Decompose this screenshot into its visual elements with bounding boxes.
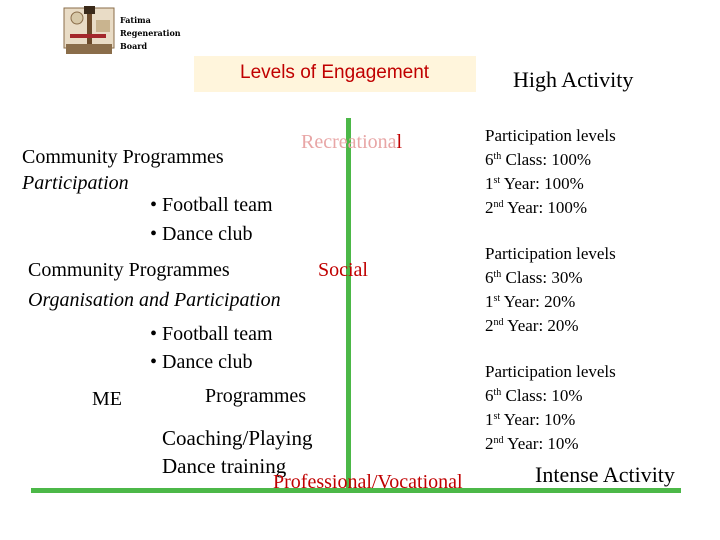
- level-recreational: [301, 131, 402, 154]
- participation-row: 1st Year: 100%: [485, 174, 584, 193]
- page-title: Levels of Engagement: [240, 62, 430, 83]
- vertical-axis: [346, 118, 351, 492]
- participation-heading: Participation levels: [485, 244, 616, 263]
- logo-icon: [62, 2, 116, 58]
- participation-row: 2nd Year: 10%: [485, 434, 579, 453]
- professional-item: Coaching/Playing: [162, 426, 313, 450]
- recreational-heading: Community Programmes: [22, 146, 224, 168]
- participation-row: 1st Year: 20%: [485, 292, 576, 311]
- logo-line: Regeneration: [120, 28, 181, 38]
- social-item: • Football team: [150, 323, 273, 345]
- participation-row: 1st Year: 10%: [485, 410, 576, 429]
- high-activity-label: High Activity: [513, 67, 634, 92]
- social-item: • Dance club: [150, 351, 253, 373]
- level-social: Social: [318, 259, 368, 281]
- participation-row: 6th Class: 10%: [485, 386, 583, 405]
- me-label: ME: [92, 388, 122, 410]
- level-recreational-main: Recreationa: [301, 131, 397, 153]
- social-heading: Community Programmes: [28, 259, 230, 281]
- recreational-subheading: Participation: [22, 172, 129, 194]
- recreational-item: • Football team: [150, 194, 273, 216]
- logo-text: [120, 14, 181, 53]
- participation-recreational: [485, 124, 616, 220]
- participation-professional: [485, 360, 616, 456]
- professional-item: Dance training: [162, 454, 287, 478]
- level-professional: Professional/Vocational: [273, 471, 463, 493]
- participation-heading: Participation levels: [485, 126, 616, 145]
- participation-row: 2nd Year: 100%: [485, 198, 588, 217]
- participation-row: 6th Class: 100%: [485, 150, 592, 169]
- logo-line: Fatima: [120, 15, 151, 25]
- participation-row: 2nd Year: 20%: [485, 316, 579, 335]
- participation-heading: Participation levels: [485, 362, 616, 381]
- logo-line: Board: [120, 41, 148, 51]
- participation-row: 6th Class: 30%: [485, 268, 583, 287]
- recreational-item: • Dance club: [150, 223, 253, 245]
- social-subheading: Organisation and Participation: [28, 289, 281, 311]
- programmes-label: Programmes: [205, 385, 307, 407]
- intense-activity-label: Intense Activity: [535, 462, 675, 487]
- participation-social: [485, 242, 616, 338]
- level-recreational-tail: l: [396, 131, 403, 153]
